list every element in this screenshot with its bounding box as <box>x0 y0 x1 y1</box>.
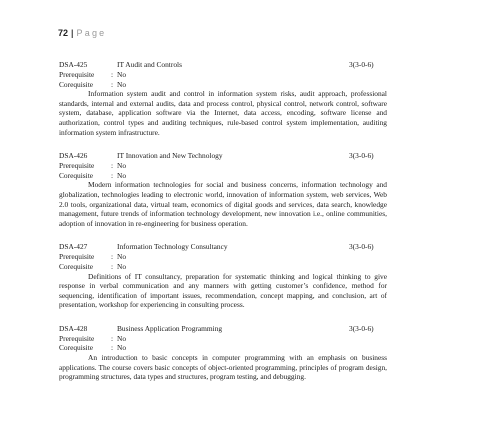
corequisite-label: Corequisite <box>59 170 94 180</box>
course-title: Business Application Programming <box>117 323 223 333</box>
prerequisite-label: Prerequisite <box>59 70 95 79</box>
course-entry <box>59 151 387 228</box>
course-credits: 3(3-0-6) <box>349 323 374 333</box>
course-title: IT Innovation and New Technology <box>117 151 223 161</box>
prerequisite-label: Prerequisite <box>59 161 95 171</box>
course-description: Modern information technologies for social and business concerns, information technology and globalization, technologies leading to electronic world, innovation of information system, web services, Web 2.0 tools, organizational data, virtual team, economics of digital goods and services, data search, knowledge management, future trends of information technology development, new innovation i.e., online communities, adoption of innovation in re-engineering for business operation. <box>59 180 387 228</box>
prerequisite-value: No <box>117 161 127 171</box>
page-number: 72 <box>58 28 69 38</box>
prerequisite-row: Prerequisite : No <box>59 333 127 343</box>
course-description: Definitions of IT consultancy, preparation for systematic thinking and logical thinking to give response in verbal communication and any manners with getting customer’s confidence, method for sequencing, identification of important issues, recommendation, concept mapping, and conclusion, art of presentation, workshop for experiencing in consulting process. <box>59 271 387 310</box>
course-heading <box>59 242 387 252</box>
course-code: DSA-428 <box>59 323 88 333</box>
prerequisite-label: Prerequisite <box>59 333 95 343</box>
course-credits: 3(3-0-6) <box>349 242 374 252</box>
page-header <box>58 28 106 38</box>
course-credits: 3(3-0-6) <box>349 60 374 69</box>
corequisite-value: No <box>117 170 127 180</box>
corequisite-label: Corequisite <box>59 79 94 89</box>
page-word: Page <box>76 28 107 38</box>
course-entry <box>59 242 387 310</box>
corequisite-row: Corequisite : No <box>59 261 127 271</box>
course-code: DSA-427 <box>59 242 88 252</box>
prerequisite-label: Prerequisite <box>59 252 95 262</box>
page-separator: | <box>71 28 74 38</box>
course-entry <box>59 60 387 137</box>
prerequisite-row: Prerequisite : No <box>59 161 127 171</box>
corequisite-value: No <box>117 343 127 353</box>
corequisite-row: Corequisite : No <box>59 343 127 353</box>
corequisite-label: Corequisite <box>59 261 94 271</box>
corequisite-label: Corequisite <box>59 343 94 353</box>
course-description: Information system audit and control in information system risks, audit approach, professional standards, internal and external audits, data and process control, physical control, network control, software system, database, application software via the Internet, data access, encoding, software license and authorization, control types and auditing techniques, rule-based control system implementation, auditing information system infrastructure. <box>59 89 387 137</box>
corequisite-row: Corequisite : No <box>59 79 127 89</box>
course-title: IT Audit and Controls <box>117 60 182 69</box>
prerequisite-row: Prerequisite : No <box>59 252 127 262</box>
course-code: DSA-426 <box>59 151 88 161</box>
corequisite-value: No <box>117 261 127 271</box>
course-title: Information Technology Consultancy <box>117 242 228 252</box>
prerequisite-value: No <box>117 70 127 79</box>
course-code: DSA-425 <box>59 60 88 69</box>
corequisite-row: Corequisite : No <box>59 170 127 180</box>
course-heading <box>59 151 387 161</box>
prerequisite-value: No <box>117 333 127 343</box>
course-entry <box>59 324 387 382</box>
course-description: An introduction to basic concepts in computer programming with an emphasis on business applications. The course covers basic concepts of object-oriented programming, principles of program design, programming structures, data types and structures, program testing, and debugging. <box>59 353 387 382</box>
corequisite-value: No <box>117 79 127 89</box>
prerequisite-value: No <box>117 252 127 262</box>
course-credits: 3(3-0-6) <box>349 151 374 161</box>
course-heading <box>59 60 387 70</box>
course-heading <box>59 324 387 334</box>
prerequisite-row: Prerequisite : No <box>59 70 127 79</box>
course-list <box>59 60 387 396</box>
